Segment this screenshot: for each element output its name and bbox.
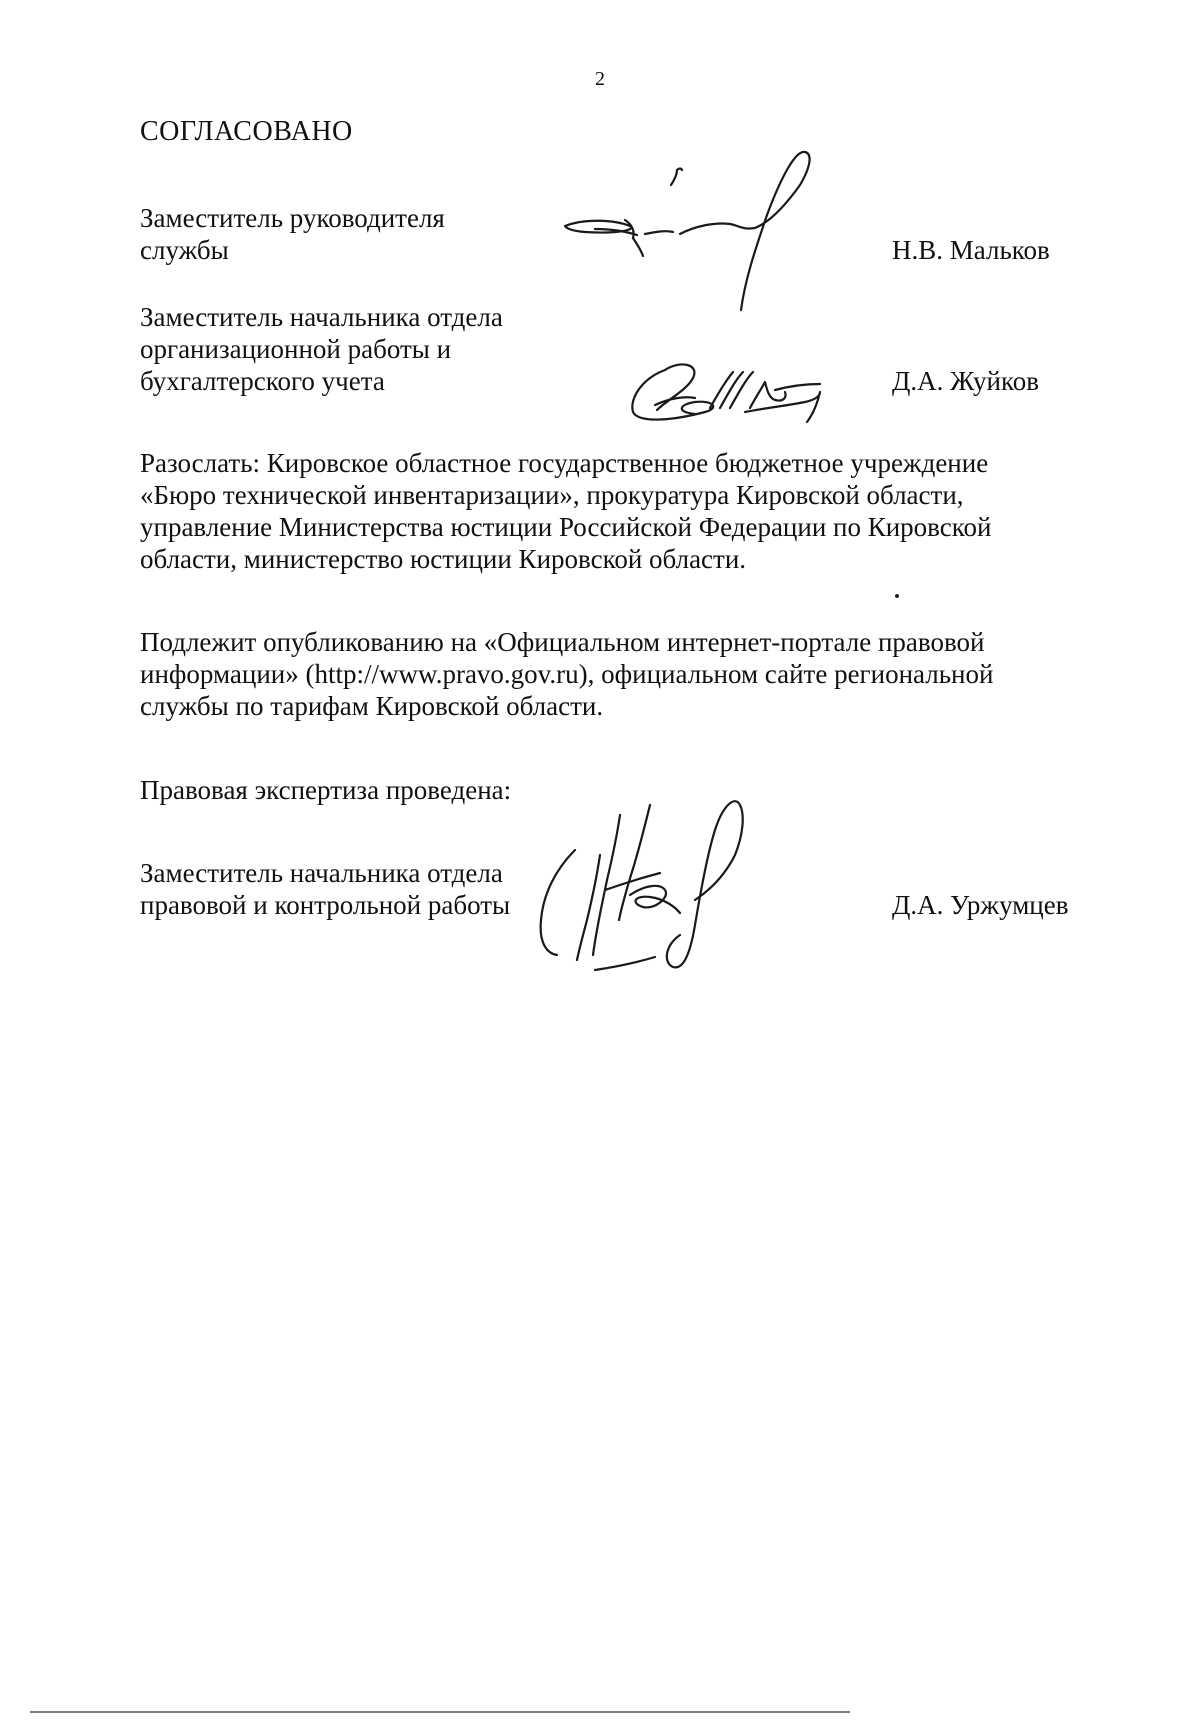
distribution-line-2: «Бюро технической инвентаризации», прокуратура Кировской области, [140,480,964,510]
approval-heading: СОГЛАСОВАНО [140,116,353,147]
signer-2-title-line-2: организационной работы и [140,334,452,364]
signer-3-title-line-1: Заместитель начальника отдела [140,858,503,888]
scan-bottom-edge [30,1711,850,1713]
legal-review-heading: Правовая экспертиза проведена: [140,775,512,805]
signature-2 [625,350,845,425]
signature-1 [555,150,855,325]
signer-3-title-line-2: правовой и контрольной работы [140,890,511,920]
signer-1-name: Н.В. Мальков [892,235,1050,265]
signer-2-title-line-1: Заместитель начальника отдела [140,302,503,332]
signer-2-title-line-3: бухгалтерского учета [140,366,385,396]
signature-3 [535,795,795,975]
distribution-line-4: области, министерство юстиции Кировской области. [140,544,747,574]
publication-line-1: Подлежит опубликованию на «Официальном интернет-портале правовой [140,627,985,657]
publication-line-2: информации» (http://www.pravo.gov.ru), официальном сайте региональной [140,659,994,689]
signer-1-title-line-2: службы [140,235,229,265]
signer-1-title-line-1: Заместитель руководителя [140,203,445,233]
scan-speck [895,594,899,598]
page-number: 2 [595,68,605,90]
signer-3-name: Д.А. Уржумцев [892,890,1069,920]
distribution-line-1: Разослать: Кировское областное государственное бюджетное учреждение [140,448,989,478]
signer-2-name: Д.А. Жуйков [892,366,1039,396]
publication-line-3: службы по тарифам Кировской области. [140,691,604,721]
distribution-line-3: управление Министерства юстиции Российской Федерации по Кировской [140,512,992,542]
